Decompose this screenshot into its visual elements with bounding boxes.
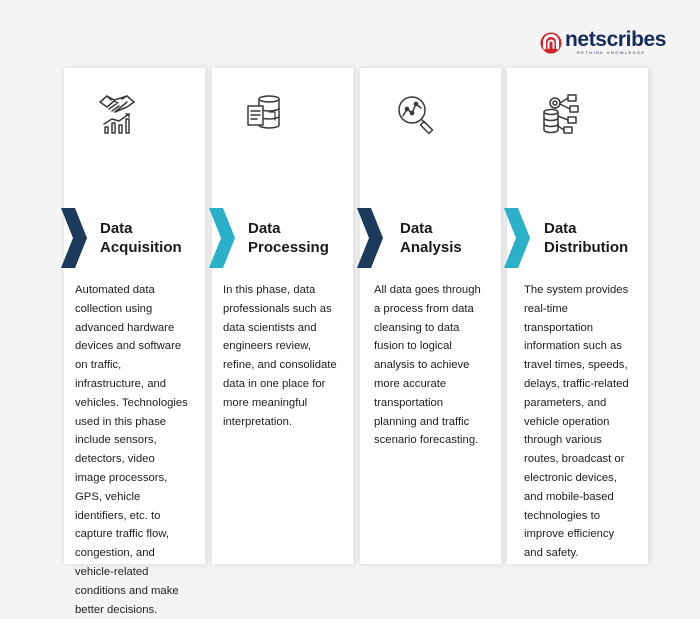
magnifier-graph-icon — [396, 92, 436, 136]
stage-title-analysis: Data Analysis — [400, 220, 462, 256]
brand-name: netscribes — [565, 28, 667, 51]
stage-chevron-processing — [209, 208, 235, 268]
netscribes-logo-icon — [540, 32, 562, 54]
stage-card-acquisition — [64, 68, 205, 616]
stage-card-processing — [212, 68, 353, 564]
stage-title-distribution: Data Distribution — [544, 220, 629, 256]
stage-description-distribution: The system provides real-time transportation information such as travel times, speeds, delays, traffic-related parameters, and vehicle operation through various routes, broadcast or electronic devices, and mobile-based technologies to improve efficiency and safety. — [524, 284, 629, 560]
database-network-icon — [541, 92, 581, 136]
brand-tagline: RETHINK KNOWLEDGE — [577, 50, 646, 55]
stage-card-distribution — [507, 68, 648, 564]
handshake-chart-icon — [97, 92, 137, 136]
database-document-icon — [245, 92, 285, 136]
stage-description-acquisition: Automated data collection using advanced hardware devices and software on traffic, infrastructure, and vehicles. Technologies used in this phase include sensors, detectors, video image processors, GPS, vehicle identifiers, etc. to capture traffic flow, congestion, and vehicle-related conditions and make better decisions. — [75, 284, 188, 616]
stage-description-processing: In this phase, data professionals such as data scientists and engineers review, refine, and consolidate data in one place for more meaningful interpretation. — [223, 284, 337, 428]
stage-chevron-distribution — [504, 208, 530, 268]
stage-card-analysis — [360, 68, 501, 564]
stage-description-analysis: All data goes through a process from data cleansing to data fusion to logical analysis to achieve more accurate transportation planning and traffic scenario forecasting. — [374, 284, 481, 447]
stage-chevron-acquisition — [61, 208, 87, 268]
stage-title-processing: Data Processing — [248, 220, 329, 256]
netscribes-logo — [540, 30, 666, 55]
stage-chevron-analysis — [357, 208, 383, 268]
stage-title-acquisition: Data Acquisition — [100, 220, 182, 256]
